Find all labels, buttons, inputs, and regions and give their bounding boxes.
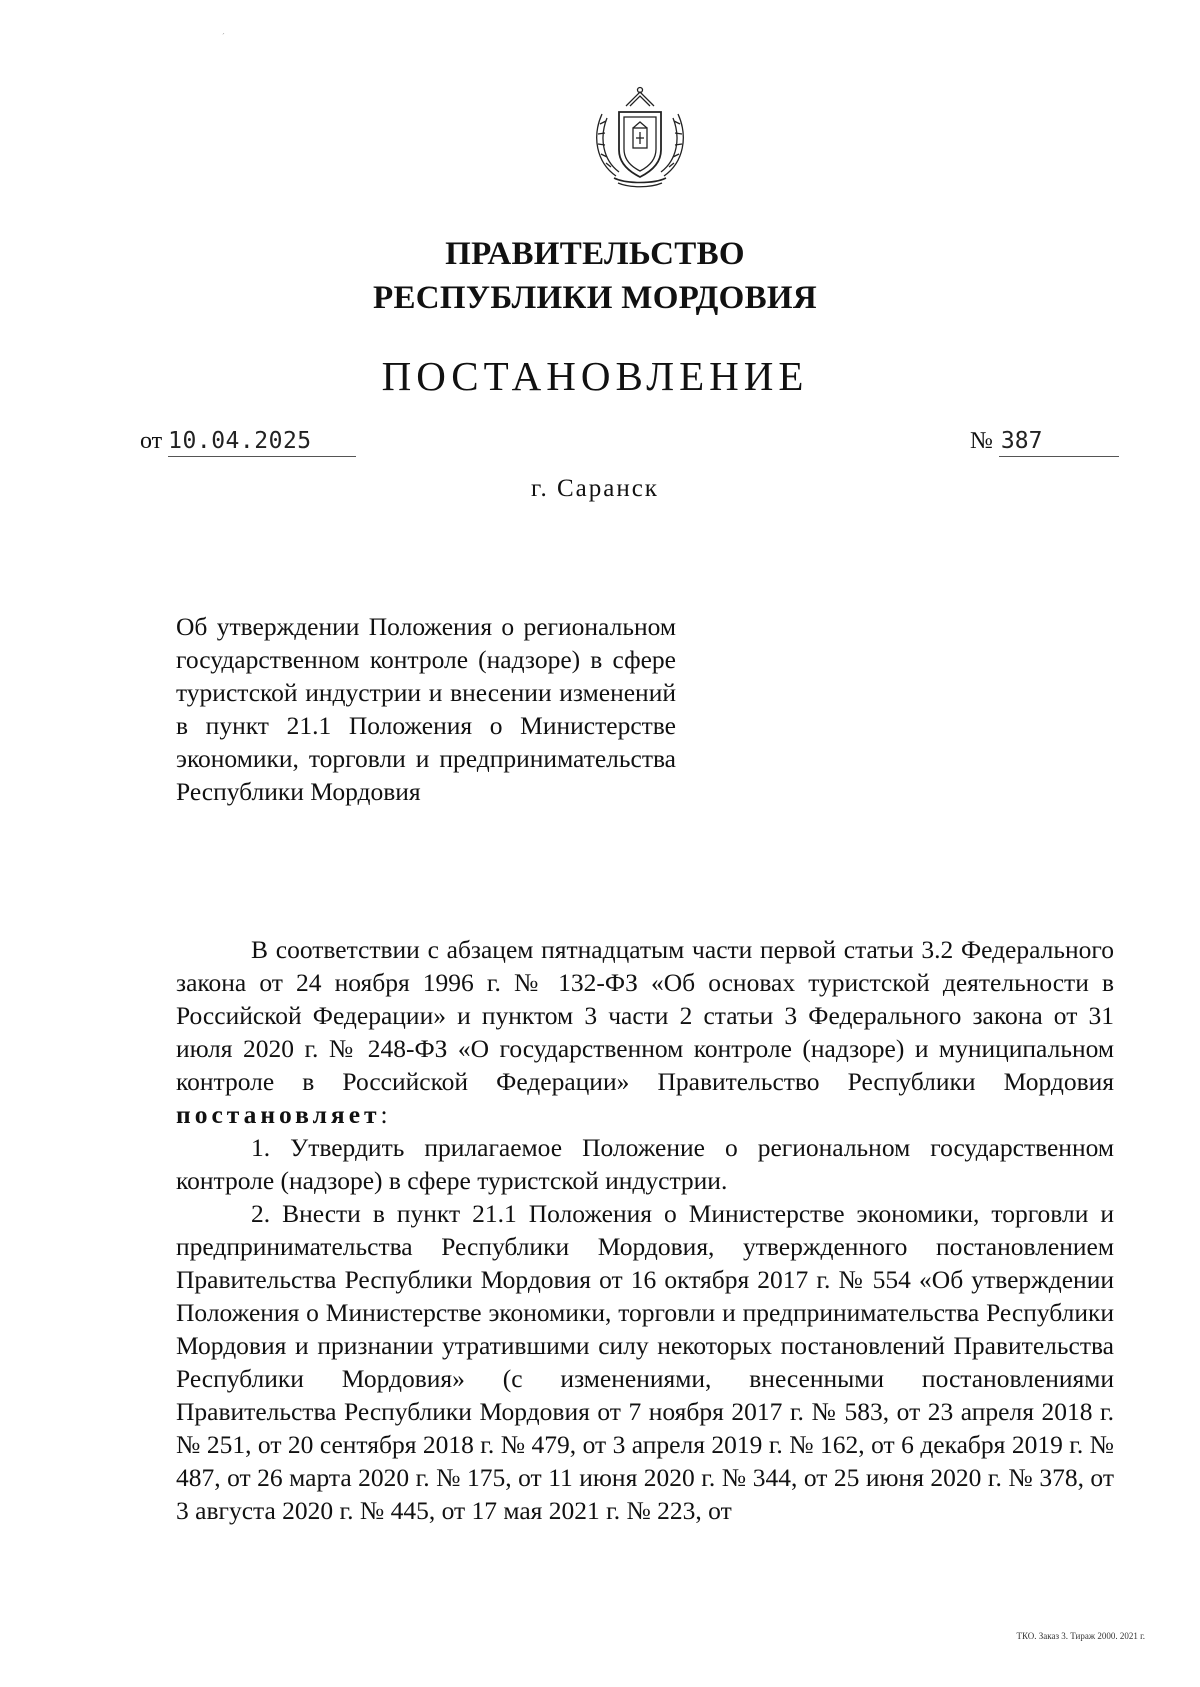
document-body: [176, 933, 1114, 1527]
preamble-paragraph: [176, 933, 1114, 1131]
date-prefix: от: [140, 428, 163, 454]
item-1: 1. Утвердить прилагаемое Положение о региональном государственном контроле (надзоре) в сфере туристской индустрии.: [176, 1133, 1114, 1195]
item-2: 2. Внести в пункт 21.1 Положения о Министерстве экономики, торговли и предпринимательства Республики Мордовия, утвержденного постановлением Правительства Республики Мордовия от 16 октября 2017 г. № 554 «Об утверждении Положения о Министерстве экономики, торговли и предпринимательства Республики Мордовия и признании утратившими силу некоторых постановлений Правительства Республики Мордовия» (с изменениями, внесенными постановлениями Правительства Республики Мордовия от 7 ноября 2017 г. № 583, от 23 апреля 2018 г. № 251, от 20 сентября 2018 г. № 479, от 3 апреля 2019 г. № 162, от 6 декабря 2019 г. № 487, от 26 марта 2020 г. № 175, от 11 июня 2020 г. № 344, от 25 июня 2020 г. № 378, от 3 августа 2020 г. № 445, от 17 мая 2021 г. № 223, от: [176, 1199, 1114, 1525]
printer-mark: ТКО. Заказ 3. Тираж 2000. 2021 г.: [1016, 1631, 1145, 1641]
document-number: 387: [999, 426, 1119, 457]
document-kind: ПОСТАНОВЛЕНИЕ: [381, 353, 809, 399]
number-prefix: №: [970, 428, 993, 454]
resolves-colon: :: [380, 1100, 388, 1129]
resolves-word: постановляет: [176, 1100, 381, 1129]
city: г. Саранск: [531, 475, 659, 502]
number-line: [970, 426, 1119, 457]
government-title-line1: ПРАВИТЕЛЬСТВО: [445, 236, 745, 272]
date-line: [140, 426, 356, 457]
preamble-text: В соответствии с абзацем пятнадцатым части первой статьи 3.2 Федерального закона от 24 ноября 1996 г. № 132-ФЗ «Об основах туристской деятельности в Российской Федерации» и пунктом 3 части 2 статьи 3 Федерального закона от 31 июля 2020 г. № 248-ФЗ «О государственном контроле (надзоре) и муниципальном контроле в Российской Федерации» Правительство Республики Мордовия: [176, 935, 1114, 1096]
government-title-line2: РЕСПУБЛИКИ МОРДОВИЯ: [372, 280, 817, 316]
coat-of-arms-icon: [586, 84, 694, 192]
government-title: [0, 232, 1190, 320]
document-subject: Об утверждении Положения о региональном государственном контроле (надзоре) в сфере туристской индустрии и внесении изменений в пункт 21.1 Положения о Министерстве экономики, торговли и предпринимательства Республики Мордовия: [176, 612, 676, 806]
scan-speck: ˊ: [222, 32, 225, 41]
document-date: 10.04.2025: [168, 426, 356, 457]
